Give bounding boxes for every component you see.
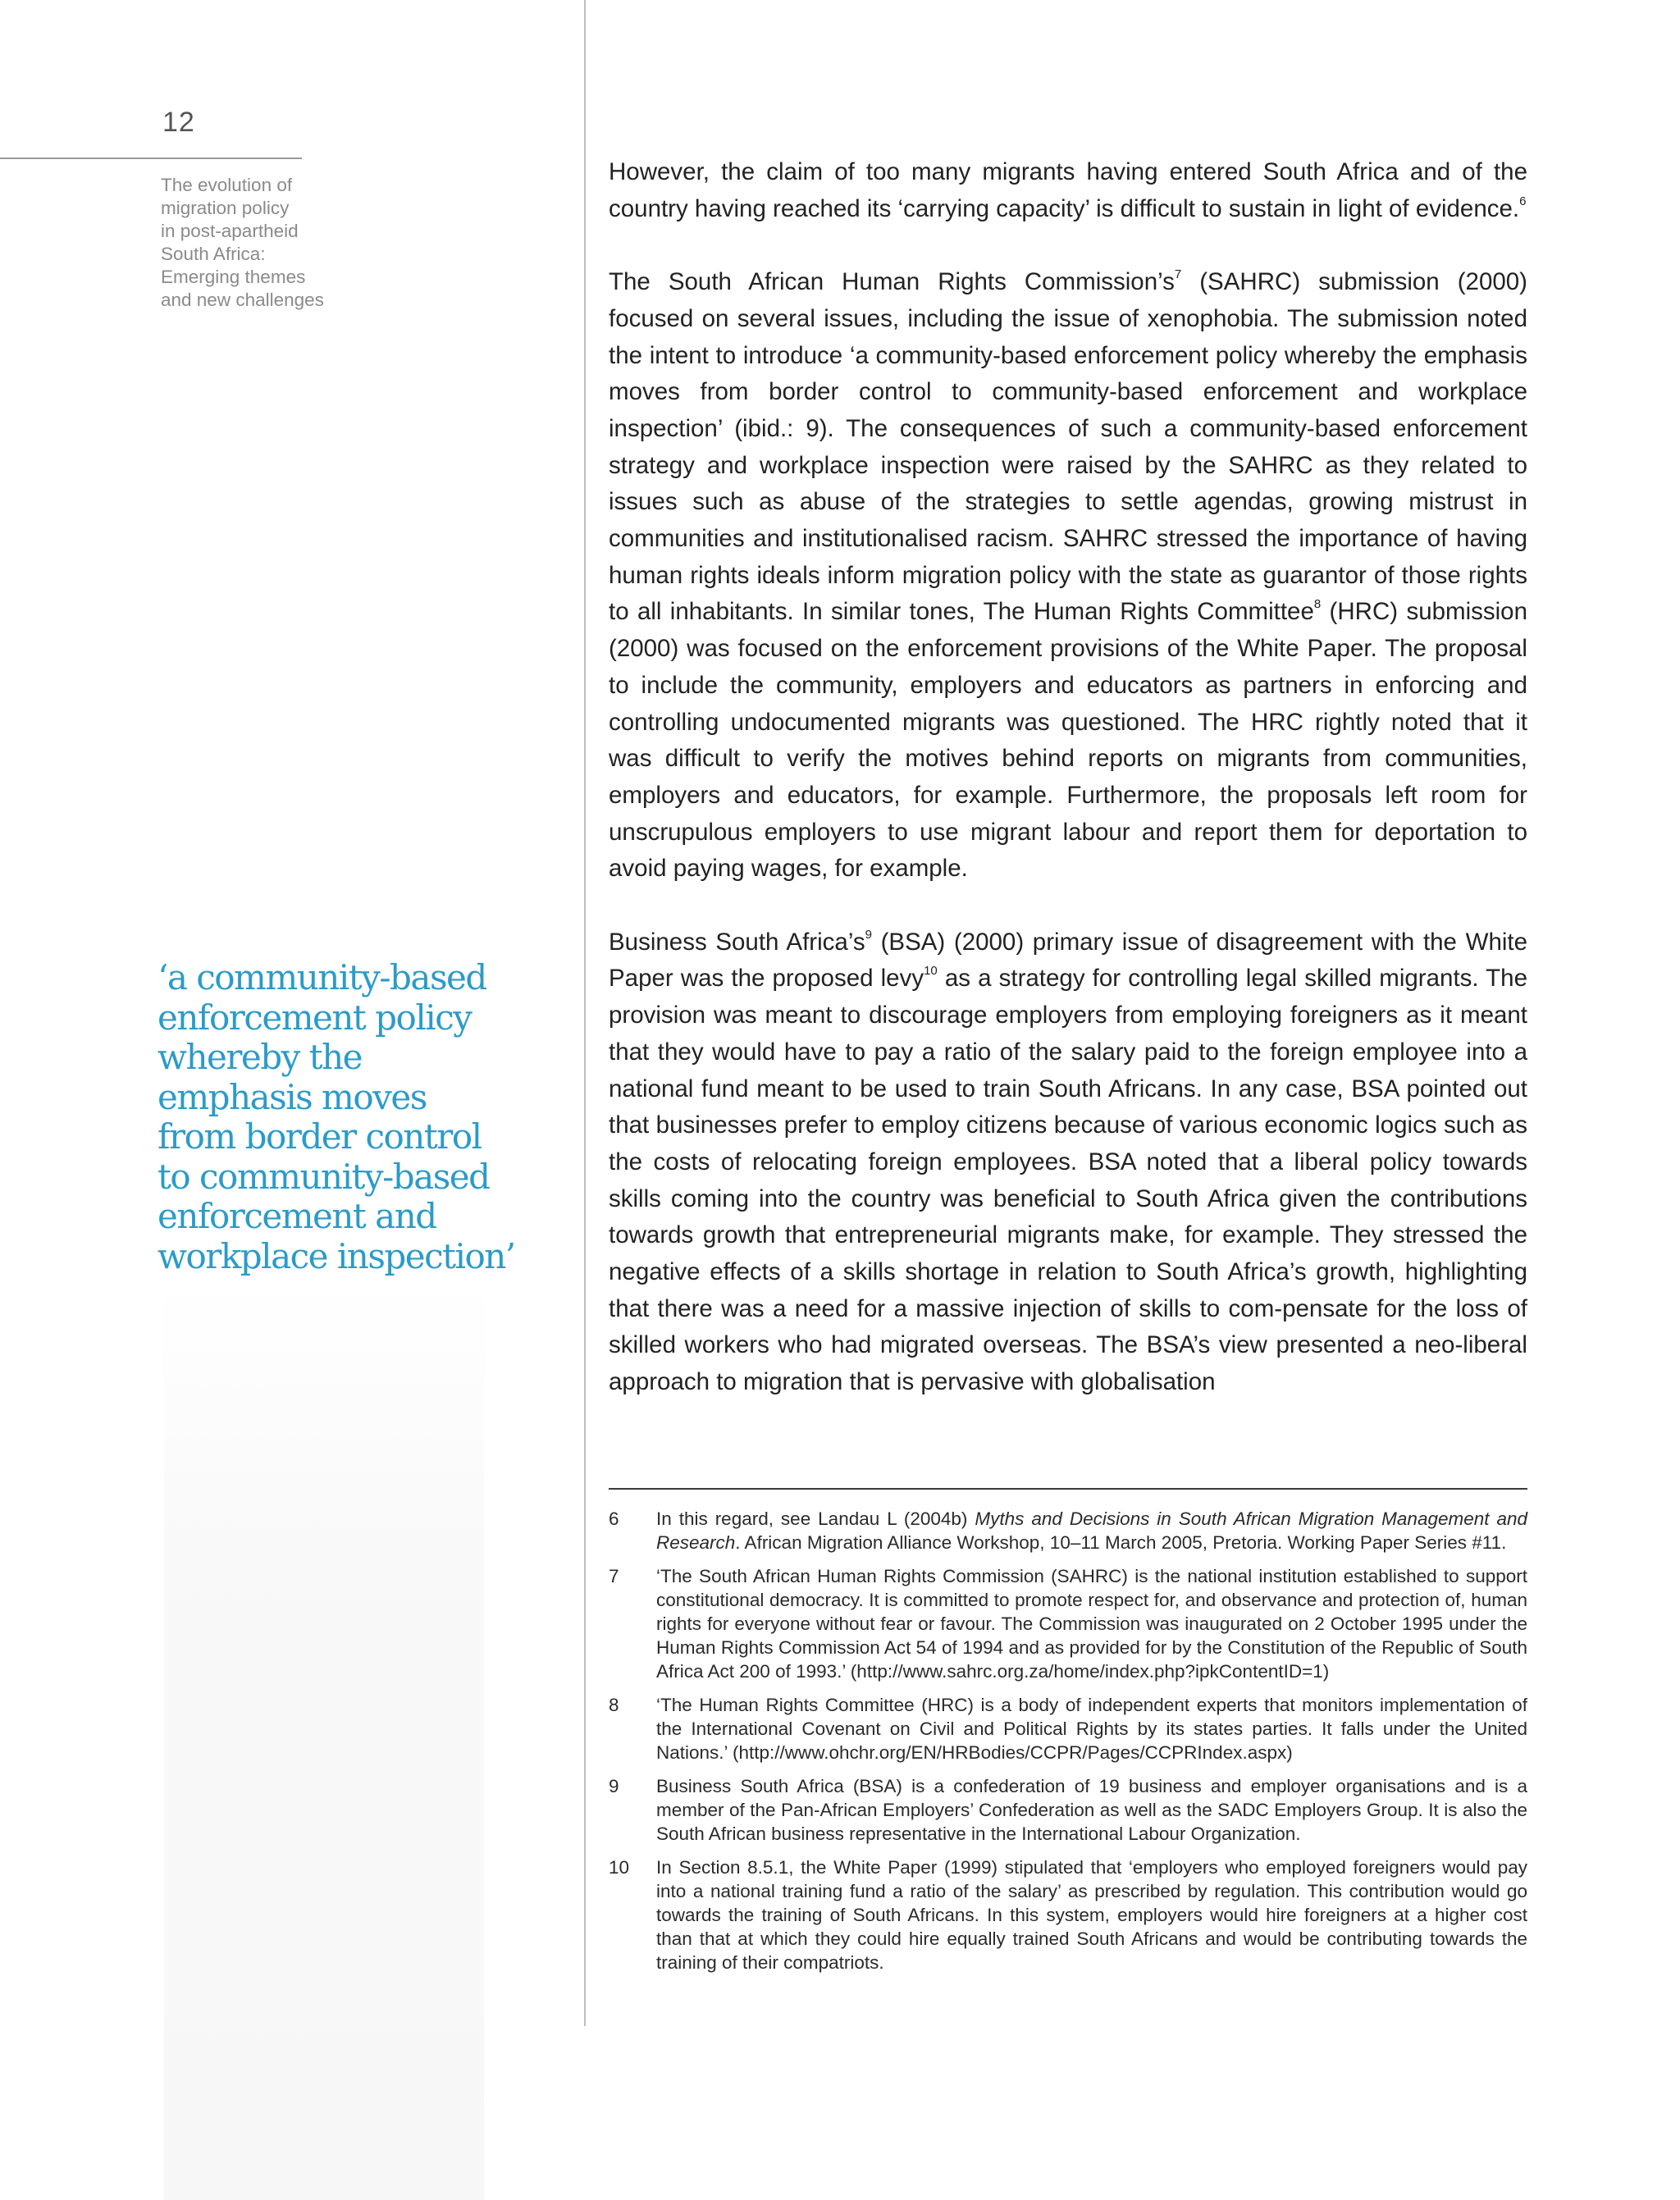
footnote-7 [609, 1564, 1527, 1683]
footnote-ref-6[interactable]: 6 [1519, 194, 1527, 208]
footnote-8 [609, 1693, 1527, 1764]
pull-quote-line: ‘a community-based [158, 957, 486, 997]
pull-quote-line: whereby the [158, 1037, 363, 1077]
footnote-6 [609, 1507, 1527, 1554]
pull-quote-line: enforcement policy [158, 997, 472, 1038]
paragraph-text: (BSA) (2000) primary issue of disagreement with the White Paper was the proposed levy [609, 928, 1528, 993]
paragraph-text: Business South Africa’s [609, 928, 865, 956]
footnote-text: ‘The Human Rights Committee (HRC) is a body of independent experts that monitors implementation of the International Covenant on Civil and Political Rights by its states parties. It falls under the United Nations.’ (http://www.ohchr.org/EN/HRBodies/CCPR/Pages/CCPRIndex.aspx) [656, 1695, 1527, 1763]
running-head [161, 174, 358, 312]
footnote-text [656, 1507, 1527, 1554]
page-number: 12 [162, 107, 195, 138]
pull-quote [158, 958, 543, 1276]
running-head-rule [0, 157, 302, 159]
paragraph-text: However, the claim of too many migrants having entered South Africa and of the country having reached its ‘carrying capacity’ is difficult to sustain in light of evidence. [609, 158, 1527, 222]
footnote-text: Business South Africa (BSA) is a confederation of 19 business and employer organisations and is a member of the Pan-African Employers’ Confederation as well as the SADC Employers Group. It is also the South African business representative in the International Labour Organization. [656, 1776, 1527, 1844]
column-divider [584, 0, 586, 2026]
footnote-number: 10 [609, 1857, 630, 1878]
footnotes [609, 1507, 1527, 1984]
paragraph-text: The South African Human Rights Commission’s [609, 268, 1175, 296]
running-head-line: in post-apartheid [161, 221, 299, 241]
pull-quote-line: from border control [158, 1116, 482, 1157]
paragraph-text: as a strategy for controlling legal skilled migrants. The provision was meant to discourage employers from employing foreigners as it meant that they would have to pay a ratio of the salary paid to the foreign employee into a national fund meant to be used to train South Africans. In any case, BSA pointed out that businesses prefer to employ citizens because of various economic logics such as the costs of relocating foreign employees. BSA noted that a liberal policy towards skills coming into the country was beneficial to South Africa given the contributions towards growth that entrepreneurial migrants make, for example. They stressed the negative effects of a skills shortage in relation to South Africa’s growth, highlighting that there was a need for a massive injection of skills to com-pensate for the loss of skilled workers who had migrated overseas. The BSA’s view presented a neo-liberal approach to migration that is pervasive with globalisation [609, 965, 1527, 1396]
pull-quote-line: workplace inspection’ [158, 1235, 515, 1276]
pull-quote-line: emphasis moves [158, 1076, 427, 1117]
footnote-10 [609, 1855, 1527, 1974]
footnote-9 [609, 1774, 1527, 1846]
footnote-number: 6 [609, 1509, 619, 1529]
footnote-ref-7[interactable]: 7 [1174, 267, 1182, 282]
footnote-number: 7 [609, 1566, 619, 1586]
paragraph-text: (SAHRC) submission (2000) focused on several issues, including the issue of xenophobia. The submission noted the intent to introduce ‘a community-based enforcement policy whereby the emphasis moves from border control to community-based enforcement and workplace inspection’ (ibid.: 9). The consequences of such a community-based enforcement strategy and workplace inspection were raised by the SAHRC as they related to issues such as abuse of the strategies to settle agendas, growing mistrust in communities and institutionalised racism. SAHRC stressed the importance of having human rights ideals inform migration policy with the state as guarantor of those rights to all inhabitants. In similar tones, The Human Rights Committee [609, 268, 1527, 626]
footnote-rule [609, 1488, 1527, 1490]
paragraph-3 [609, 924, 1527, 1401]
footnote-ref-10[interactable]: 10 [924, 964, 938, 979]
footnote-text-part: . African Migration Alliance Workshop, 10–11 March 2005, Pretoria. Working Paper Series #11. [735, 1532, 1507, 1553]
paragraph-2 [609, 264, 1527, 888]
pull-quote-line: enforcement and [158, 1196, 436, 1236]
running-head-line: and new challenges [161, 290, 324, 310]
paragraph-text: (HRC) submission (2000) was focused on the enforcement provisions of the White Paper. The proposal to include the community, employers and educators as partners in enforcing and controlling undocumented migrants was questioned. The HRC rightly noted that it was difficult to verify the motives behind reports on migrants from communities, employers and educators, for example. Furthermore, the proposals left room for unscrupulous employers to use migrant labour and report them for deportation to avoid paying wages, for example. [609, 598, 1527, 883]
footnote-title-italic: Myths and Decisions in South African Migration Management and Research [656, 1509, 1527, 1553]
running-head-line: The evolution of [161, 175, 293, 195]
running-head-line: South Africa: [161, 244, 266, 264]
pull-quote-line: to community-based [158, 1156, 490, 1197]
footnote-ref-8[interactable]: 8 [1313, 597, 1322, 612]
footnote-number: 8 [609, 1695, 619, 1715]
running-head-line: Emerging themes [161, 267, 306, 287]
running-head-line: migration policy [161, 198, 290, 218]
footnote-number: 9 [609, 1776, 619, 1796]
footnote-text-part: In this regard, see Landau L (2004b) [656, 1509, 975, 1529]
footnote-ref-9[interactable]: 9 [865, 927, 872, 942]
footnote-text: In Section 8.5.1, the White Paper (1999) stipulated that ‘employers who employed foreigners would pay into a national training fund a ratio of the salary’ as prescribed by regulation. This contribution would go towards the training of South Africans. In this system, employers would hire foreigners at a higher cost than that at which they could hire equally trained South Africans and would be contributing towards the training of their compatriots. [656, 1857, 1527, 1973]
footnote-text: ‘The South African Human Rights Commission (SAHRC) is the national institution established to support constitutional democracy. It is committed to promote respect for, and observance and protection of, human rights for everyone without fear or favour. The Commission was inaugurated on 2 October 1995 under the Human Rights Commission Act 54 of 1994 and as provided for by the Constitution of the Republic of South Africa Act 200 of 1993.’ (http://www.sahrc.org.za/home/index.php?ipkContentID=1) [656, 1566, 1527, 1682]
paragraph-1 [609, 154, 1527, 227]
margin-shading [164, 1280, 484, 2200]
main-text [609, 154, 1527, 1438]
